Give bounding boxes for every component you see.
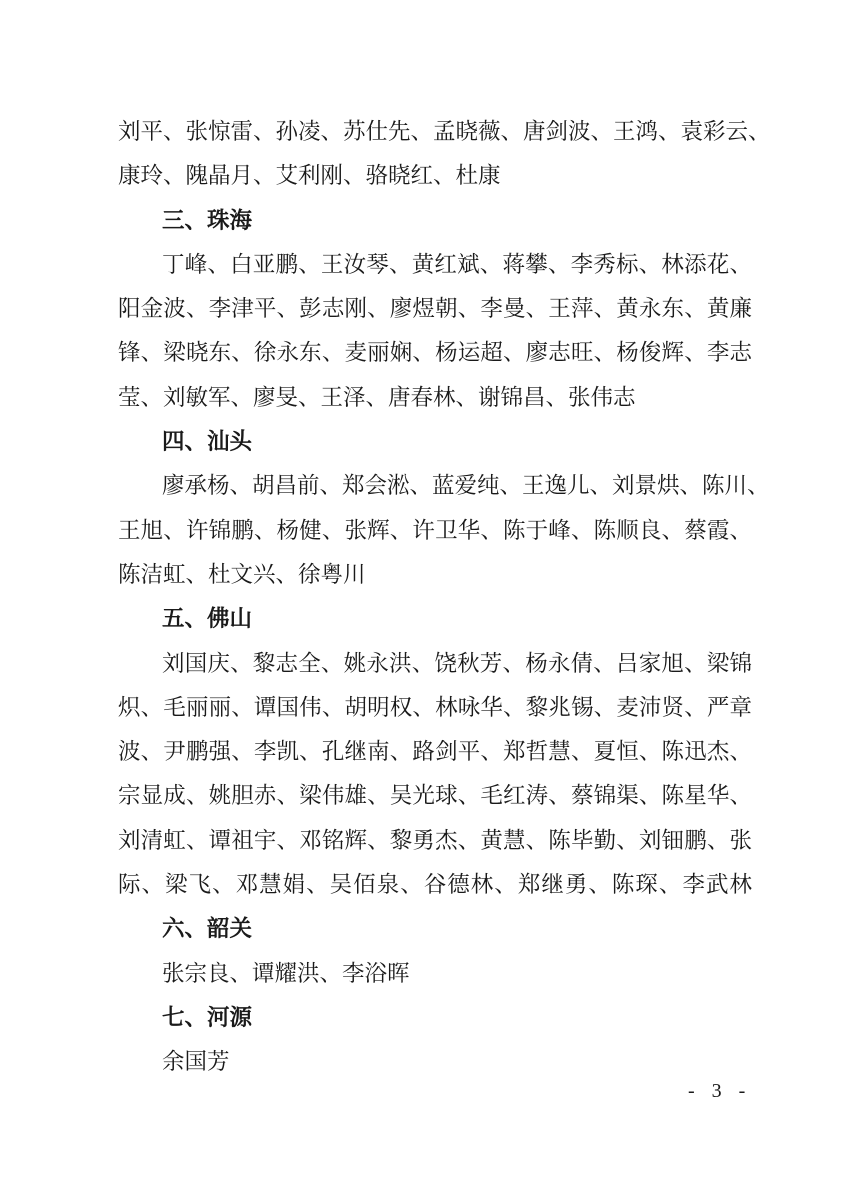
section-shaoguan [118, 907, 752, 996]
section-heading: 四、汕头 [162, 429, 253, 456]
section-zhuhai [118, 199, 752, 420]
text-line: 波、尹鹏强、李凯、孔继南、路剑平、郑哲慧、夏恒、陈迅杰、 [118, 739, 752, 766]
text-line: 张宗良、谭耀洪、李浴晖 [162, 960, 410, 987]
page-number: - 3 - [688, 1080, 752, 1102]
text-line: 宗显成、姚胆赤、梁伟雄、吴光球、毛红涛、蔡锦渠、陈星华、 [118, 783, 752, 810]
section-heading: 三、珠海 [162, 207, 253, 234]
text-line: 王旭、许锦鹏、杨健、张辉、许卫华、陈于峰、陈顺良、蔡霞、 [118, 517, 752, 544]
section-heyuan [118, 996, 752, 1085]
text-line: 刘清虹、谭祖宇、邓铭辉、黎勇杰、黄慧、陈毕勤、刘钿鹏、张 [118, 827, 752, 854]
text-line: 康玲、隗晶月、艾利刚、骆晓红、杜康 [118, 163, 501, 190]
text-line: 莹、刘敏军、廖旻、王泽、唐春林、谢锦昌、张伟志 [118, 384, 636, 411]
section-heading: 五、佛山 [162, 606, 253, 633]
text-line: 刘国庆、黎志全、姚永洪、饶秋芳、杨永倩、吕家旭、梁锦 [162, 650, 752, 677]
text-line: 余国芳 [162, 1049, 230, 1076]
document-body [118, 110, 771, 1085]
section-heading: 七、河源 [162, 1004, 253, 1031]
text-line: 阳金波、李津平、彭志刚、廖煜朝、李曼、王萍、黄永东、黄廉 [118, 296, 752, 323]
text-line: 廖承杨、胡昌前、郑会淞、蓝爱纯、王逸儿、刘景烘、陈川、 [162, 473, 770, 500]
text-line: 炽、毛丽丽、谭国伟、胡明权、林咏华、黎兆锡、麦沛贤、严章 [118, 694, 752, 721]
text-line: 刘平、张惊雷、孙凌、苏仕先、孟晓薇、唐剑波、王鸿、袁彩云、 [118, 119, 771, 145]
text-line: 陈洁虹、杜文兴、徐粤川 [118, 561, 366, 588]
section-foshan [118, 597, 752, 907]
text-line: 锋、梁晓东、徐永东、麦丽娴、杨运超、廖志旺、杨俊辉、李志 [118, 340, 752, 367]
text-line: 际、梁飞、邓慧娟、吴佰泉、谷德林、郑继勇、陈琛、李武林 [118, 872, 752, 899]
continuation-paragraph [118, 110, 771, 199]
section-heading: 六、韶关 [162, 916, 253, 943]
section-shantou [118, 420, 770, 597]
text-line: 丁峰、白亚鹏、王汝琴、黄红斌、蒋攀、李秀标、林添花、 [162, 251, 752, 278]
